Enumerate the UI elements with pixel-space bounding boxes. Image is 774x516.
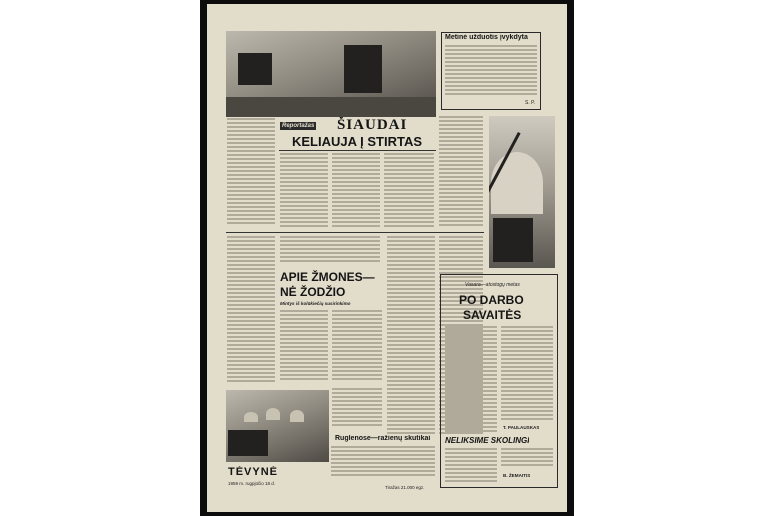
masthead: TĖVYNĖ (228, 466, 279, 478)
left-column-top-text (227, 118, 275, 228)
bottom-right-title: NELIKSIME SKOLINGI (445, 436, 530, 445)
middle-title-1: APIE ŽMONES— (280, 270, 375, 284)
middle-text-col-3 (387, 236, 435, 436)
right-box-label: Vasara—atostogų metas (465, 282, 520, 288)
feature-title-1: ŠIAUDAI (337, 117, 408, 133)
page-footer: Tiražas 21.000 egz. (385, 485, 425, 490)
top-box-text (445, 45, 537, 97)
left-column-lower-text (227, 236, 275, 386)
feature-rule (279, 150, 436, 151)
middle-intro-text (280, 236, 380, 266)
right-box-title-1: PO DARBO (459, 293, 524, 307)
bottom-center-title: Ruglenose—ražienų skutikai (335, 435, 431, 442)
feature-title-2: KELIAUJA Į STIRTAS (292, 134, 423, 149)
right-box-title-2: SAVAITĖS (463, 308, 522, 322)
middle-text-col-2 (332, 310, 382, 382)
bottom-center-text-col-1 (332, 388, 382, 432)
middle-text-col-1 (280, 310, 328, 382)
feature-label: Reportažas (282, 123, 315, 129)
top-box-signature: S. P. (525, 100, 536, 106)
photo-hay-stacking (489, 116, 555, 268)
masthead-date: 1959 m. rugpjūčio 18 d. (228, 481, 276, 486)
middle-subtitle: Mintys iš kolūkiečių susirinkimo (280, 301, 351, 306)
photo-hay-field (226, 390, 329, 462)
bottom-right-text-col-2 (501, 448, 553, 470)
right-box-text-col-2 (501, 326, 553, 424)
feature-text-col-4 (439, 116, 483, 230)
feature-text-col-3 (384, 153, 434, 229)
bottom-right-signature: B. ŽEMAITIS (503, 473, 531, 478)
right-signature: T. PAULAUSKAS (503, 425, 540, 430)
right-box-text-col-1 (445, 326, 497, 436)
feature-text-col-1 (280, 153, 328, 229)
photo-tractors (226, 31, 436, 117)
top-box-title: Metinė užduotis įvykdyta (445, 34, 528, 41)
horizontal-rule-mid (226, 232, 484, 233)
bottom-center-text (331, 446, 435, 480)
middle-title-2: NĖ ŽODŽIO (280, 285, 346, 299)
newspaper-page (207, 4, 567, 512)
feature-text-col-2 (332, 153, 380, 229)
bottom-right-text-col-1 (445, 448, 497, 484)
